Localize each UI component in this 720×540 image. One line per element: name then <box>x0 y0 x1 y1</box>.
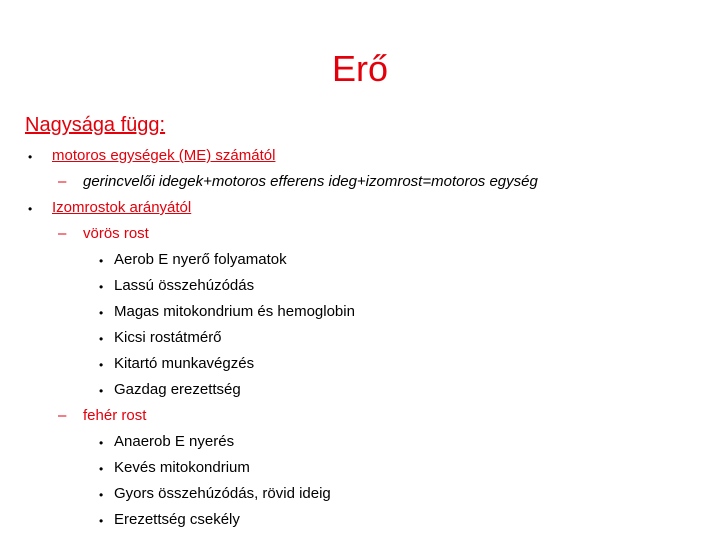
red-fiber-point: Aerob E nyerő folyamatok <box>114 251 287 268</box>
bullet-icon: • <box>99 358 104 372</box>
bullet-icon: • <box>99 462 104 476</box>
bullet-icon: • <box>99 306 104 320</box>
bullet-icon: • <box>99 488 104 502</box>
bullet-icon: • <box>99 332 104 346</box>
slide-subtitle: Nagysága függ: <box>25 114 166 136</box>
bullet-icon: • <box>28 202 33 216</box>
red-fiber-point: Magas mitokondrium és hemoglobin <box>114 303 355 320</box>
sub-item-red-fiber: vörös rost <box>83 225 149 242</box>
white-fiber-point: Kevés mitokondrium <box>114 459 250 476</box>
sub-item-white-fiber: fehér rost <box>83 407 147 424</box>
list-item-fiber-ratio: Izomrostok arányától <box>52 199 192 216</box>
white-fiber-point: Anaerob E nyerés <box>114 433 235 450</box>
white-fiber-point: Erezettség csekély <box>114 511 240 528</box>
red-fiber-point: Gazdag erezettség <box>114 381 241 398</box>
dash-icon: – <box>58 407 67 424</box>
bullet-icon: • <box>99 254 104 268</box>
slide-title: Erő <box>331 48 389 89</box>
white-fiber-point: Gyors összehúzódás, rövid ideig <box>114 485 331 502</box>
list-item-motor-units: motoros egységek (ME) számától <box>52 147 276 164</box>
dash-icon: – <box>58 225 67 242</box>
dash-icon: – <box>58 173 67 190</box>
bullet-icon: • <box>99 514 104 528</box>
red-fiber-point: Kitartó munkavégzés <box>114 355 255 372</box>
bullet-icon: • <box>28 150 33 164</box>
sub-item-motor-unit-definition: gerincvelői idegek+motoros efferens ideg+izomrost=motoros egység <box>83 173 538 190</box>
bullet-icon: • <box>99 280 104 294</box>
bullet-icon: • <box>99 384 104 398</box>
red-fiber-point: Lassú összehúzódás <box>114 277 255 294</box>
red-fiber-point: Kicsi rostátmérő <box>114 329 222 346</box>
bullet-icon: • <box>99 436 104 450</box>
